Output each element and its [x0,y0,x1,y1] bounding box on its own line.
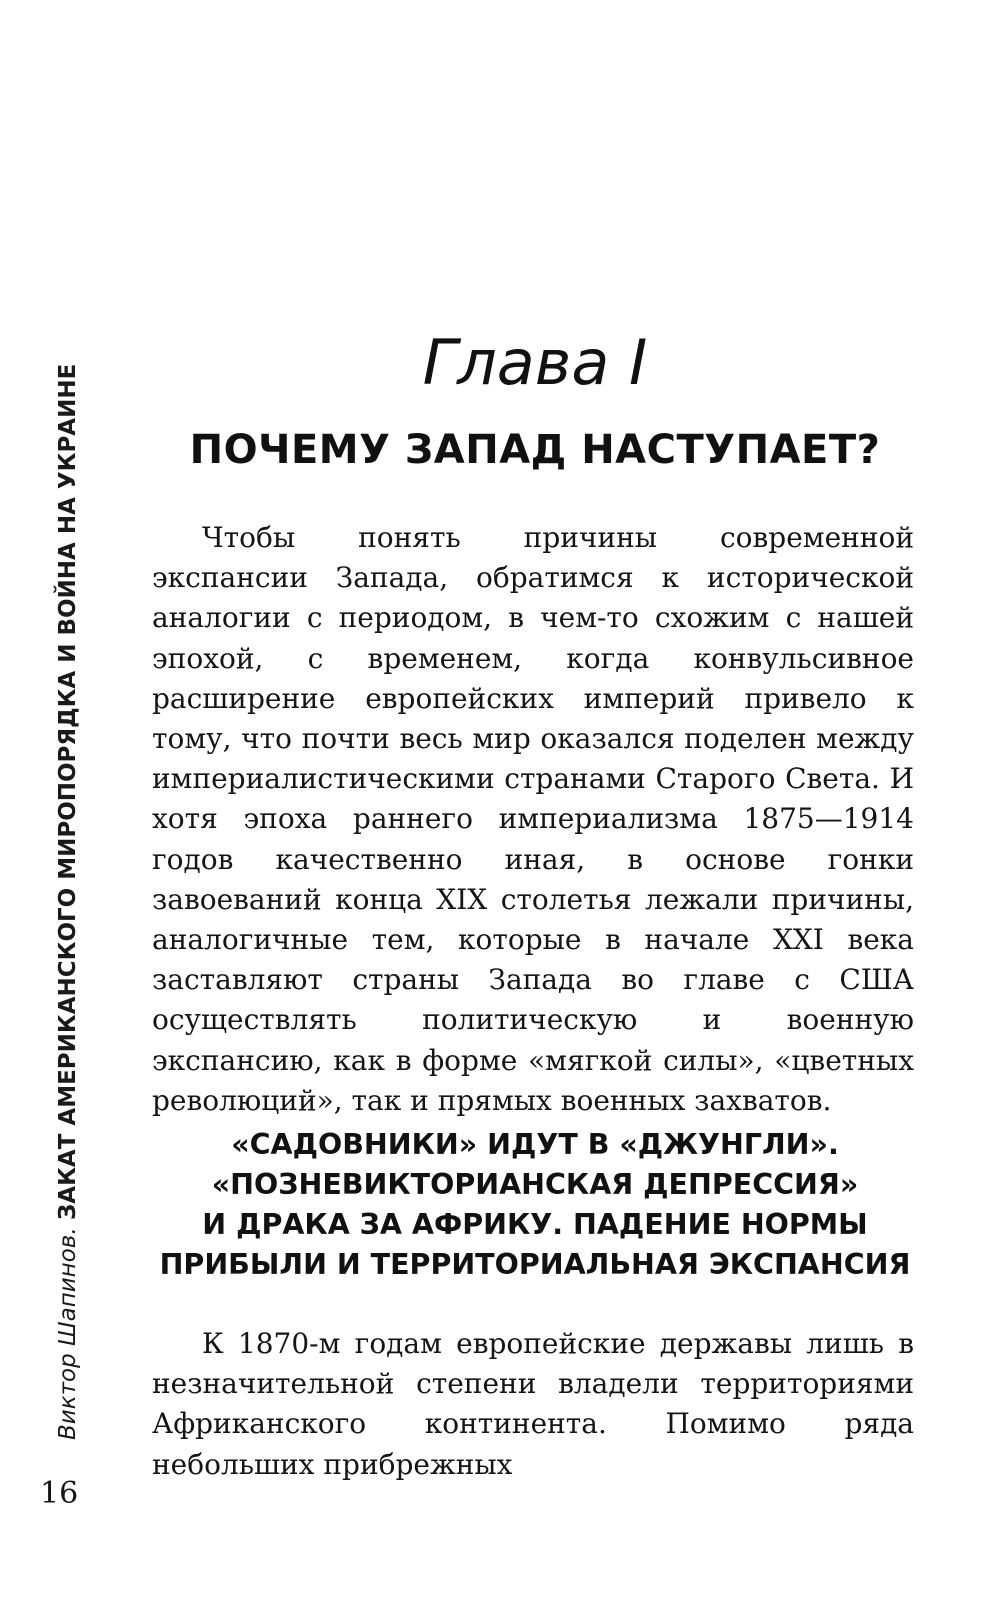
section-heading-line: «САДОВНИКИ» ИДУТ В «ДЖУНГЛИ». [231,1128,839,1161]
page-number: 16 [40,1476,79,1511]
section-heading-line: И ДРАКА ЗА АФРИКУ. ПАДЕНИЕ НОРМЫ [202,1208,868,1241]
paragraph-intro: Чтобы понять причины современной экспансии Запада, обратимся к исторической аналогии с периодом, в чем-то схожим с нашей эпохой, с временем, когда конвульсивное расширение европейских империй привело к тому, что почти весь мир оказался поделен между империалистическими странами Старого Света. И хотя эпоха раннего империализма 1875—1914 годов качественно иная, в основе гонки завоеваний конца XIX столетья лежали причины, аналогичные тем, которые в начале XXI века заставляют страны Запада во главе с США осуществлять политическую и военную экспансию, как в форме «мягкой силы», «цветных революций», так и прямых военных захватов. [152,521,914,1117]
chapter-title: ПОЧЕМУ ЗАПАД НАСТУПАЕТ? [189,427,881,473]
running-head [54,363,82,1440]
chapter-label: Глава I [422,326,648,399]
section-heading-line: ПРИБЫЛИ И ТЕРРИТОРИАЛЬНАЯ ЭКСПАНСИЯ [159,1248,911,1281]
section-heading [150,1125,920,1285]
running-head-author: Виктор Шапинов. [55,1227,81,1440]
running-head-book-title: ЗАКАТ АМЕРИКАНСКОГО МИРОПОРЯДКА И ВОЙНА НА УКРАИНЕ [55,363,81,1221]
section-heading-line: «ПОЗНЕВИКТОРИАНСКАЯ ДЕПРЕССИЯ» [211,1168,859,1201]
paragraph-section: К 1870-м годам европейские державы лишь в незначительной степени владели территориями Африканского континента. Помимо ряда небольших прибрежных [152,1327,914,1481]
